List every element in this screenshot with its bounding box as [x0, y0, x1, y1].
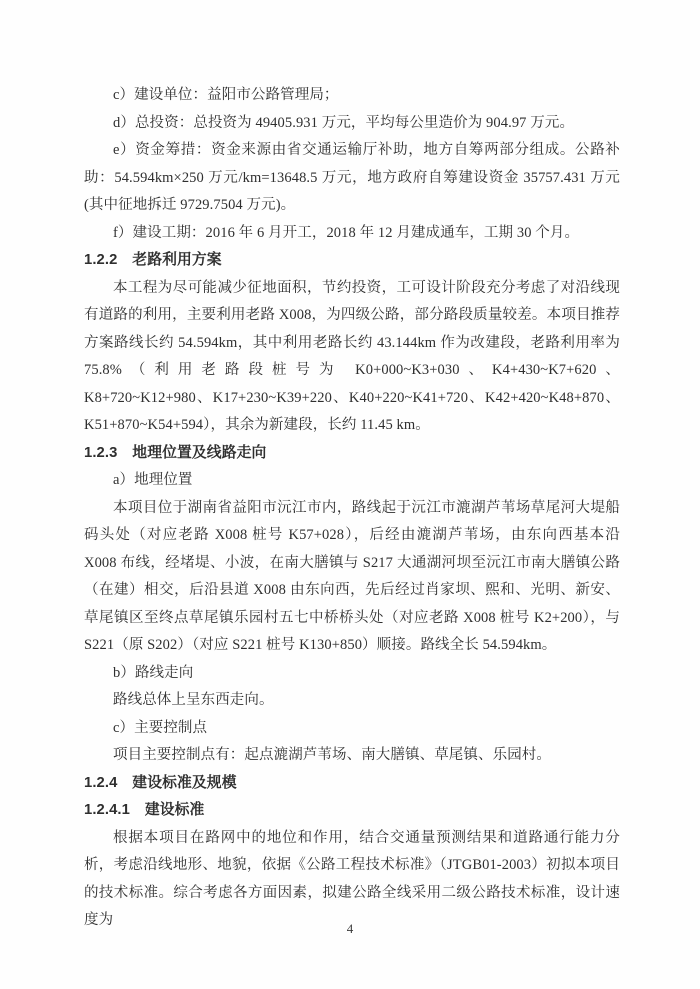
paragraph-label-route-direction: b）路线走向 [113, 664, 194, 681]
section-heading-1-2-3: 1.2.3 地理位置及线路走向 [84, 444, 267, 461]
section-heading-1-2-2: 1.2.2 老路利用方案 [84, 252, 222, 268]
document-body [84, 82, 620, 935]
paragraph-funding-plan: e）资金筹措：资金来源由省交通运输厅补助，地方自筹两部分组成。公路补助：54.594km×250 万元/km=13648.5 万元，地方政府自筹建设资金 35757.431 万元(其中征地拆迁 9729.7504 万元)。 [84, 142, 620, 213]
paragraph-route-direction-detail: 路线总体上呈东西走向。 [113, 692, 274, 708]
paragraph-control-points-detail: 项目主要控制点有：起点漉湖芦苇场、南大膳镇、草尾镇、乐园村。 [113, 747, 551, 763]
paragraph-construction-unit: c）建设单位：益阳市公路管理局； [113, 87, 339, 103]
paragraph-label-geographic-location: a）地理位置 [113, 472, 193, 488]
page-number: 4 [346, 921, 354, 936]
paragraph-label-control-points: c）主要控制点 [113, 719, 208, 736]
paragraph-old-road-utilization: 本工程为尽可能减少征地面积，节约投资，工可设计阶段充分考虑了对沿线现有道路的利用，主要利用老路 X008，为四级公路，部分路段质量较差。本项目推荐方案路线长约 54.594km，其中利用老路长约 43.144km 作为改建段，老路利用率为 75.8%（利用老路段桩号为 K0+000~K3+030、K4+430~K7+620、K8+720~K12+980、K17+230~K39+220、K40+220~K41+720、K42+420~K48+870、K51+870~K54+594），其余为新建段，长约 11.45 km。 [84, 279, 620, 433]
paragraph-geographic-location-detail: 本项目位于湖南省益阳市沅江市内，路线起于沅江市漉湖芦苇场草尾河大堤船码头处（对应老路 X008 桩号 K57+028），后经由漉湖芦苇场，由东向西基本沿 X008 布线，经堵堤、小波，在南大膳镇与 S217 大通湖河坝至沅江市南大膳镇公路（在建）相交，后沿县道 X008 由东向西，先后经过肖家坝、熙和、光明、新安、草尾镇区至终点草尾镇乐园村五七中桥桥头处（对应老路 X008 桩号 K2+200），与 S221（原 S202）（对应 S221 桩号 K130+850）顺接。路线全长 54.594km。 [84, 499, 620, 653]
section-heading-1-2-4-1: 1.2.4.1 建设标准 [84, 802, 205, 818]
paragraph-total-investment: d）总投资：总投资为 49405.931 万元，平均每公里造价为 904.97 万元。 [113, 114, 575, 131]
section-heading-1-2-4: 1.2.4 建设标准及规模 [84, 774, 237, 791]
paragraph-construction-standard: 根据本项目在路网中的地位和作用，结合交通量预测结果和道路通行能力分析，考虑沿线地形、地貌，依据《公路工程技术标准》（JTGB01-2003）初拟本项目的技术标准。综合考虑各方面因素，拟建公路全线采用二级公路技术标准，设计速度为 [84, 829, 620, 928]
paragraph-construction-period: f）建设工期：2016 年 6 月开工，2018 年 12 月建成通车，工期 30 个月。 [113, 224, 580, 241]
